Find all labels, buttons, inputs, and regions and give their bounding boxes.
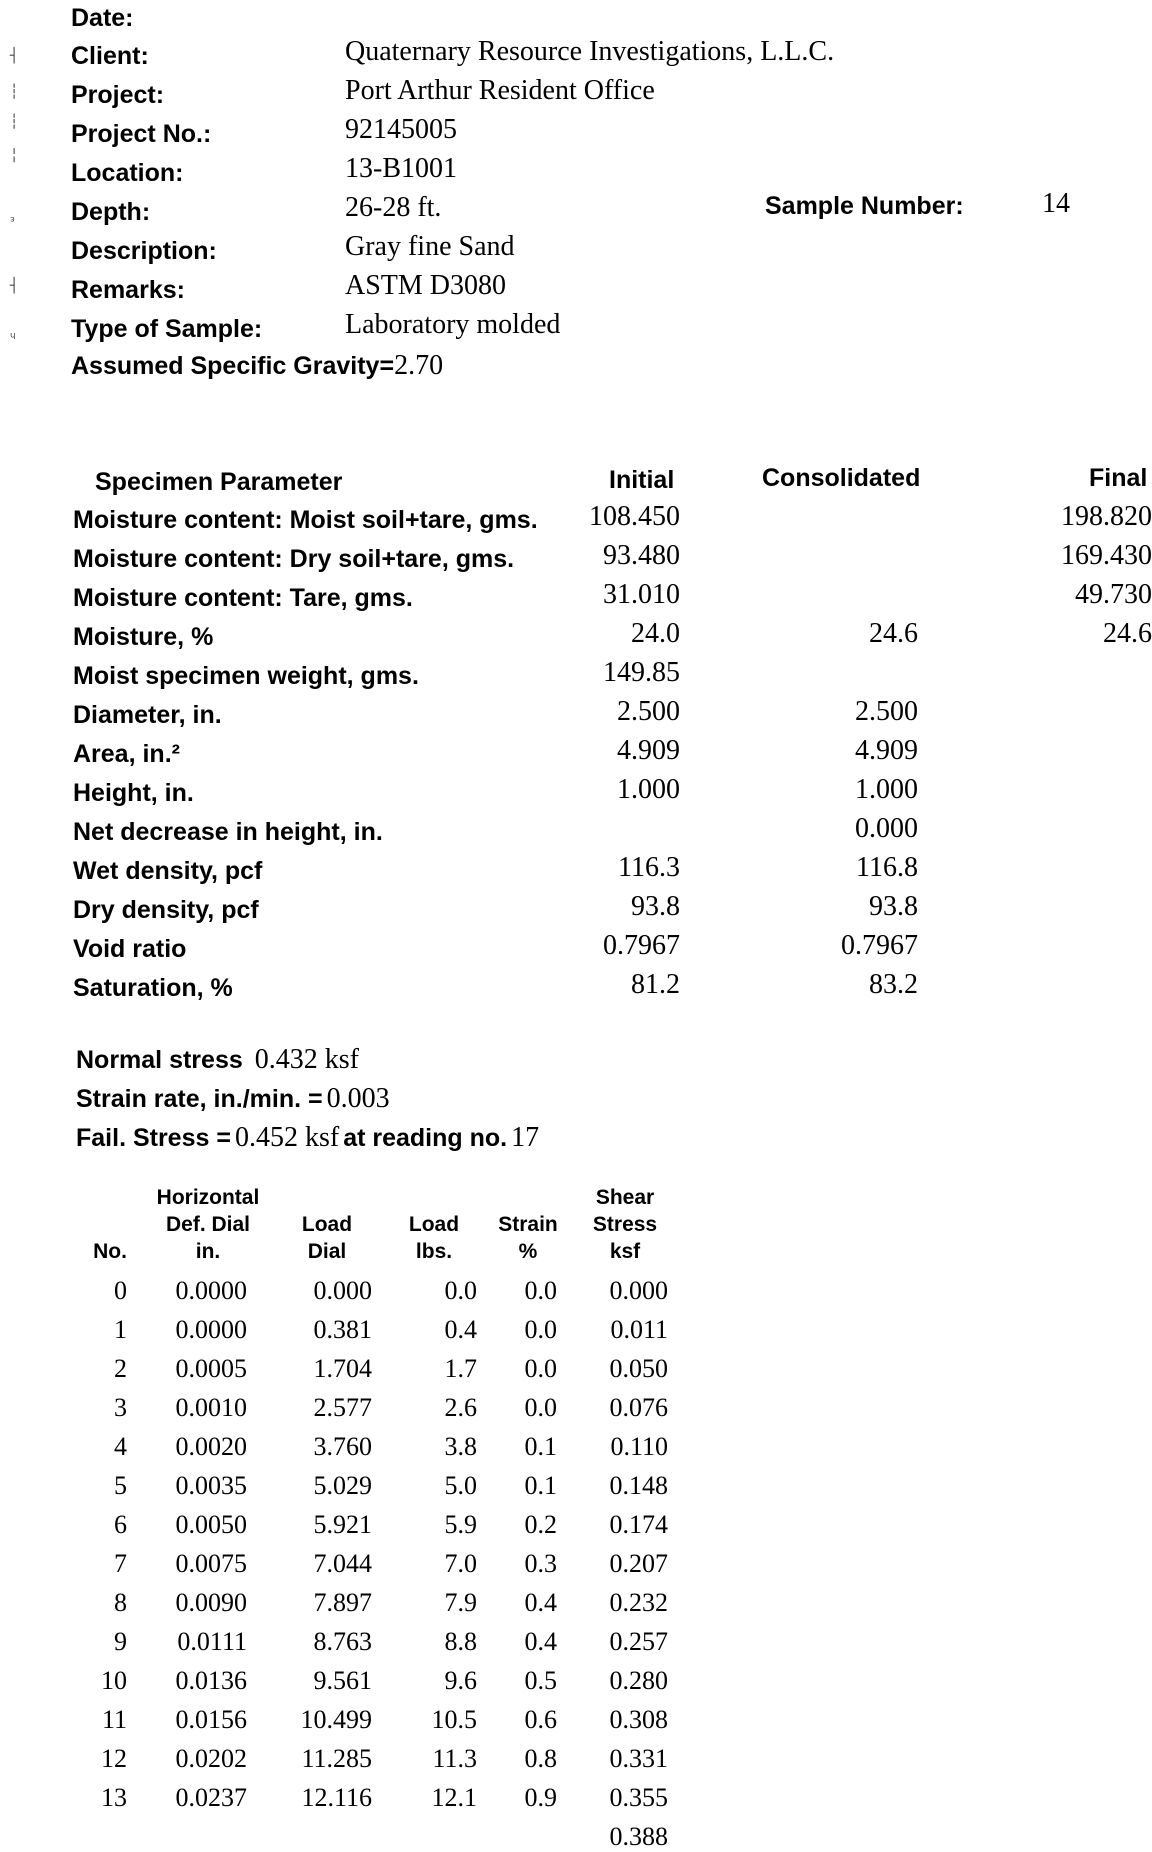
- parameter-value-initial: 116.3: [618, 852, 680, 883]
- table-cell: 4: [114, 1432, 127, 1461]
- table-cell: 0.388: [609, 1822, 668, 1851]
- remarks-value: ASTM D3080: [345, 270, 507, 301]
- table-cell: 9: [114, 1627, 127, 1656]
- parameter-value-initial: 24.0: [631, 618, 680, 649]
- date-label: Date:: [71, 4, 134, 32]
- margin-mark-icon: ᶣ: [10, 330, 16, 346]
- parameter-value-initial: 4.909: [617, 735, 680, 766]
- parameter-value-initial: 1.000: [617, 774, 680, 805]
- table-cell: 10.5: [431, 1705, 477, 1734]
- parameter-label: Wet density, pcf: [73, 857, 263, 885]
- parameter-label: Moist specimen weight, gms.: [73, 662, 419, 690]
- parameter-label: Saturation, %: [73, 974, 233, 1002]
- table-cell: 12.1: [431, 1783, 477, 1812]
- readings-column-header: Load: [408, 1213, 460, 1236]
- margin-mark-icon: ┆: [10, 114, 19, 130]
- sample-number-label: Sample Number:: [765, 192, 964, 220]
- table-cell: 11.3: [432, 1744, 477, 1773]
- readings-column-header: Load: [301, 1213, 353, 1236]
- readings-column-header: ksf: [609, 1240, 641, 1263]
- parameter-label: Net decrease in height, in.: [73, 818, 383, 846]
- table-cell: 0.381: [313, 1315, 372, 1344]
- parameter-label: Diameter, in.: [73, 701, 222, 729]
- table-cell: 0.355: [609, 1783, 668, 1812]
- initial-header: Initial: [609, 466, 675, 494]
- table-cell: 3.760: [313, 1432, 372, 1461]
- table-cell: 12: [101, 1744, 127, 1773]
- table-cell: 0.232: [609, 1588, 668, 1617]
- table-cell: 8: [114, 1588, 127, 1617]
- parameter-label: Moisture content: Tare, gms.: [73, 584, 413, 612]
- consolidated-header: Consolidated: [762, 464, 921, 492]
- table-cell: 0.6: [524, 1705, 557, 1734]
- table-cell: 8.763: [313, 1627, 372, 1656]
- table-cell: 11: [101, 1705, 127, 1734]
- table-cell: 2.6: [444, 1393, 477, 1422]
- fail-reading-value: 17: [511, 1122, 540, 1153]
- fail-stress-label: Fail. Stress =: [76, 1124, 231, 1152]
- table-cell: 13: [101, 1783, 127, 1812]
- table-cell: 9.561: [313, 1666, 372, 1695]
- table-cell: 0.011: [610, 1315, 668, 1344]
- table-cell: 0.0090: [175, 1588, 247, 1617]
- depth-label: Depth:: [71, 198, 151, 226]
- table-cell: 0.257: [609, 1627, 668, 1656]
- parameter-value-consolidated: 24.6: [869, 618, 918, 649]
- parameter-label: Moisture content: Moist soil+tare, gms.: [73, 506, 538, 534]
- table-cell: 0.207: [609, 1549, 668, 1578]
- parameter-label: Moisture content: Dry soil+tare, gms.: [73, 545, 515, 573]
- specific-gravity-label: Assumed Specific Gravity=: [71, 352, 395, 380]
- parameter-value-consolidated: 0.000: [855, 813, 918, 844]
- table-cell: 1.7: [444, 1354, 477, 1383]
- parameter-value-initial: 81.2: [631, 969, 680, 1000]
- table-cell: 0.0111: [177, 1627, 247, 1656]
- sample-type-label: Type of Sample:: [71, 315, 263, 343]
- strain-rate-value: 0.003: [326, 1083, 390, 1114]
- fail-stress-value: 0.452 ksf: [234, 1122, 340, 1153]
- table-cell: 5.0: [444, 1471, 477, 1500]
- margin-mark-icon: ╎: [10, 148, 19, 164]
- readings-column-header: Shear: [595, 1186, 655, 1209]
- description-value: Gray fine Sand: [345, 231, 515, 262]
- parameter-value-consolidated: 83.2: [869, 969, 918, 1000]
- table-cell: 5: [114, 1471, 127, 1500]
- table-cell: 5.9: [444, 1510, 477, 1539]
- project-value: Port Arthur Resident Office: [345, 75, 655, 106]
- parameter-value-consolidated: 4.909: [855, 735, 918, 766]
- readings-column-header: Stress: [592, 1213, 658, 1236]
- parameter-value-consolidated: 2.500: [855, 696, 918, 727]
- table-cell: 1.704: [313, 1354, 372, 1383]
- table-cell: 0.1: [524, 1432, 557, 1461]
- normal-stress-value: 0.432 ksf: [254, 1044, 359, 1075]
- table-cell: 8.8: [444, 1627, 477, 1656]
- table-cell: 0.9: [524, 1783, 557, 1812]
- table-cell: 3: [114, 1393, 127, 1422]
- project-no-label: Project No.:: [71, 120, 212, 148]
- parameter-label: Moisture, %: [73, 623, 214, 651]
- table-cell: 0.174: [609, 1510, 668, 1539]
- parameter-label: Height, in.: [73, 779, 194, 807]
- table-cell: 0.4: [444, 1315, 477, 1344]
- parameter-value-consolidated: 116.8: [856, 852, 918, 883]
- readings-column-header: in.: [195, 1240, 221, 1263]
- table-cell: 0.3: [524, 1549, 557, 1578]
- readings-column-header: Def. Dial: [165, 1213, 251, 1236]
- table-cell: 0.0: [524, 1276, 557, 1305]
- table-cell: 0.0156: [175, 1705, 247, 1734]
- readings-column-header: Strain: [498, 1213, 558, 1236]
- table-cell: 0.0035: [175, 1471, 247, 1500]
- table-cell: 0.000: [609, 1276, 668, 1305]
- specific-gravity-value: 2.70: [394, 350, 444, 381]
- table-cell: 0.280: [609, 1666, 668, 1695]
- table-cell: 7.044: [313, 1549, 372, 1578]
- table-cell: 0.0075: [175, 1549, 247, 1578]
- parameter-value-initial: 0.7967: [603, 930, 680, 961]
- table-cell: 7.9: [444, 1588, 477, 1617]
- table-cell: 0.0237: [175, 1783, 247, 1812]
- table-cell: 11.285: [301, 1744, 372, 1773]
- parameter-label: Void ratio: [73, 935, 187, 963]
- table-cell: 2: [114, 1354, 127, 1383]
- table-cell: 0.8: [524, 1744, 557, 1773]
- table-cell: 2.577: [313, 1393, 372, 1422]
- table-cell: 0.331: [609, 1744, 668, 1773]
- table-cell: 0.000: [313, 1276, 372, 1305]
- table-cell: 7: [114, 1549, 127, 1578]
- table-cell: 0.4: [524, 1588, 557, 1617]
- parameter-value-final: 198.820: [1061, 501, 1152, 532]
- margin-mark-icon: ᵌ: [10, 214, 16, 230]
- table-cell: 0.0: [524, 1315, 557, 1344]
- parameter-value-initial: 31.010: [603, 579, 680, 610]
- table-cell: 3.8: [444, 1432, 477, 1461]
- parameter-value-consolidated: 93.8: [869, 891, 918, 922]
- location-value: 13-B1001: [345, 153, 457, 184]
- margin-mark-icon: ┆: [10, 84, 19, 100]
- table-cell: 0.110: [610, 1432, 668, 1461]
- parameter-value-final: 169.430: [1061, 540, 1152, 571]
- table-cell: 0.0010: [175, 1393, 247, 1422]
- parameter-value-initial: 108.450: [589, 501, 680, 532]
- normal-stress-label: Normal stress: [76, 1046, 243, 1074]
- location-label: Location:: [71, 159, 184, 187]
- table-cell: 0.2: [524, 1510, 557, 1539]
- table-cell: 0.0: [444, 1276, 477, 1305]
- table-cell: 0.5: [524, 1666, 557, 1695]
- table-cell: 0.0020: [175, 1432, 247, 1461]
- specific-gravity-line: [71, 350, 443, 382]
- parameter-value-initial: 93.8: [631, 891, 680, 922]
- table-cell: 0.0005: [175, 1354, 247, 1383]
- table-cell: 1: [114, 1315, 127, 1344]
- project-label: Project:: [71, 81, 165, 109]
- client-label: Client:: [71, 42, 149, 70]
- table-cell: 0.0136: [175, 1666, 247, 1695]
- table-cell: 0.076: [609, 1393, 668, 1422]
- fail-reading-label: at reading no.: [343, 1124, 508, 1152]
- table-cell: 0.0000: [175, 1315, 247, 1344]
- table-cell: 7.897: [313, 1588, 372, 1617]
- readings-column-header: Dial: [307, 1240, 347, 1263]
- client-value: Quaternary Resource Investigations, L.L.C.: [345, 36, 835, 67]
- parameter-label: Dry density, pcf: [73, 896, 259, 924]
- table-cell: 7.0: [444, 1549, 477, 1578]
- readings-column-header: %: [518, 1240, 538, 1263]
- table-cell: 0.0000: [175, 1276, 247, 1305]
- table-cell: 0.0: [524, 1354, 557, 1383]
- table-cell: 5.029: [313, 1471, 372, 1500]
- parameter-value-initial: 149.85: [603, 657, 680, 688]
- parameter-label: Area, in.²: [73, 740, 180, 768]
- readings-column-header: Horizontal: [156, 1186, 260, 1209]
- parameter-value-initial: 2.500: [617, 696, 680, 727]
- final-header: Final: [1089, 464, 1148, 492]
- table-cell: 0.050: [609, 1354, 668, 1383]
- table-cell: 0: [114, 1276, 127, 1305]
- specimen-parameter-header: Specimen Parameter: [95, 468, 343, 496]
- sample-type-value: Laboratory molded: [345, 309, 561, 340]
- parameter-value-initial: 93.480: [603, 540, 680, 571]
- table-cell: 0.0050: [175, 1510, 247, 1539]
- table-cell: 0.0202: [175, 1744, 247, 1773]
- readings-column-header: No.: [93, 1240, 127, 1263]
- parameter-value-final: 49.730: [1075, 579, 1152, 610]
- remarks-label: Remarks:: [71, 276, 185, 304]
- margin-mark-icon: ┤: [10, 278, 19, 294]
- table-cell: 0.4: [524, 1627, 557, 1656]
- sample-number-value: 14: [1042, 188, 1070, 219]
- table-cell: 9.6: [444, 1666, 477, 1695]
- table-cell: 10: [101, 1666, 127, 1695]
- table-cell: 0.0: [524, 1393, 557, 1422]
- table-cell: 6: [114, 1510, 127, 1539]
- strain-rate-label: Strain rate, in./min. =: [76, 1085, 323, 1113]
- table-cell: 5.921: [313, 1510, 372, 1539]
- depth-value: 26-28 ft.: [345, 192, 442, 223]
- margin-mark-icon: ┤: [10, 48, 19, 64]
- table-cell: 0.308: [609, 1705, 668, 1734]
- table-cell: 0.1: [524, 1471, 557, 1500]
- strain-rate-line: [76, 1083, 390, 1115]
- parameter-value-final: 24.6: [1103, 618, 1152, 649]
- parameter-value-consolidated: 1.000: [855, 774, 918, 805]
- parameter-value-consolidated: 0.7967: [841, 930, 918, 961]
- fail-stress-line: [76, 1122, 539, 1154]
- table-cell: 10.499: [300, 1705, 372, 1734]
- normal-stress-line: [76, 1044, 359, 1076]
- table-cell: 0.148: [609, 1471, 668, 1500]
- readings-column-header: lbs.: [415, 1240, 453, 1263]
- table-cell: 12.116: [301, 1783, 372, 1812]
- description-label: Description:: [71, 237, 217, 265]
- project-no-value: 92145005: [345, 114, 457, 145]
